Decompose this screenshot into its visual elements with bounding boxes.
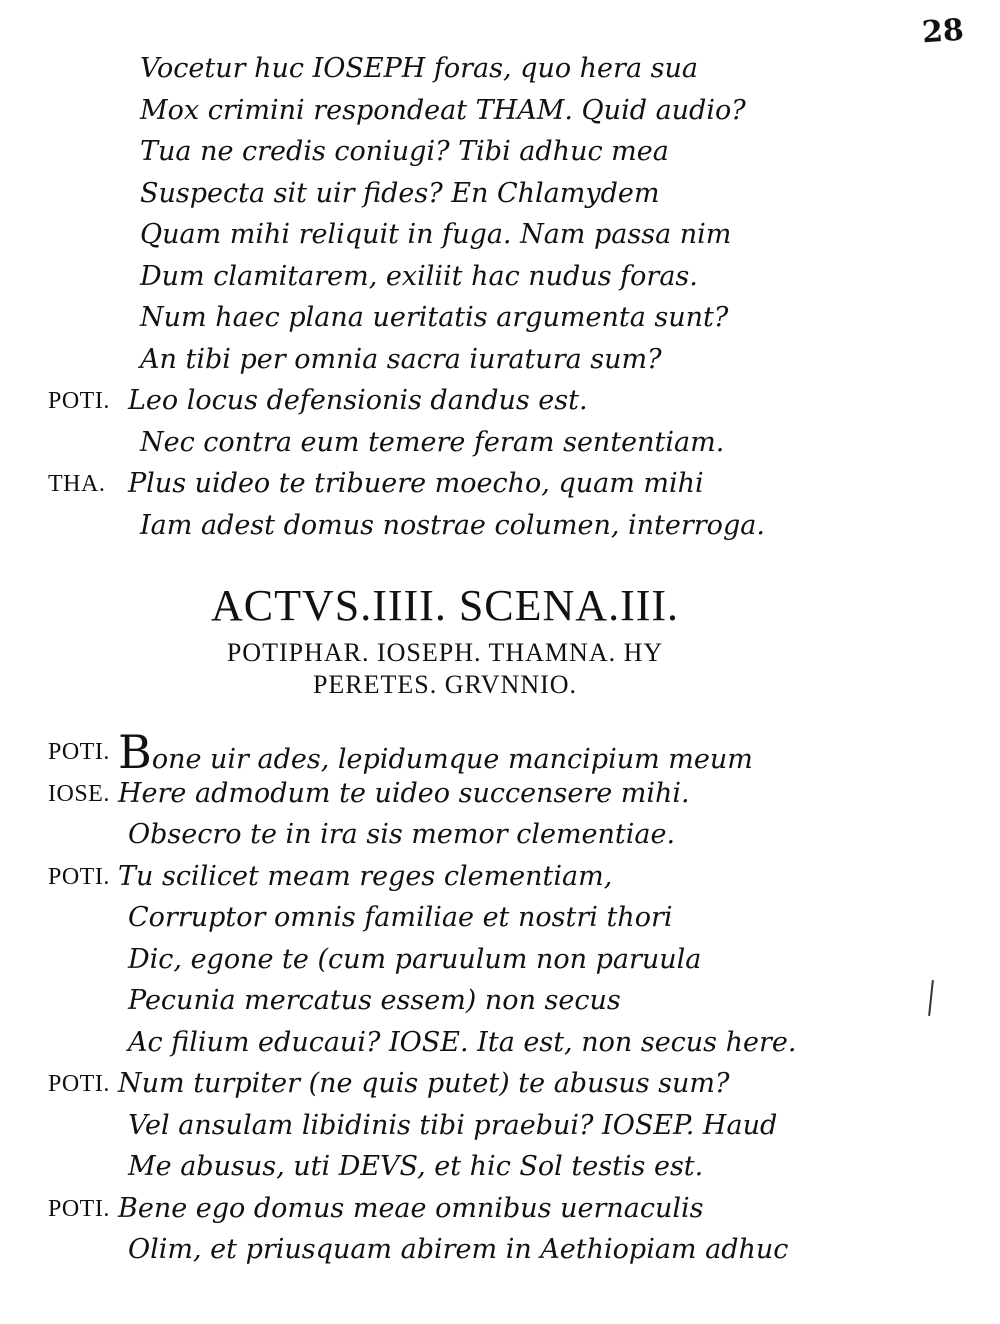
- verse-line: [140, 260, 698, 294]
- verse-line: [128, 1109, 777, 1143]
- verse-text: Num turpiter (ne quis putet) te abusus sum?: [118, 1068, 730, 1099]
- verse-text: Me abusus, uti DEVS, et hic Sol testis est.: [128, 1151, 704, 1182]
- verse-line: [128, 467, 704, 501]
- verse-text: Here admodum te uideo succensere mihi.: [118, 777, 690, 809]
- scene-characters-line-2: PERETES. GRVNNIO.: [312, 670, 578, 699]
- verse-text: Pecunia mercatus essem) non secus: [128, 985, 621, 1016]
- speaker-label: POTI.: [48, 388, 110, 414]
- verse-text: one uir ades, lepidumque mancipium meum: [151, 744, 753, 775]
- margin-mark: [928, 980, 934, 1016]
- verse-line: [128, 818, 675, 852]
- verse-line: [140, 426, 724, 460]
- decorated-initial: B: [118, 725, 152, 779]
- page-number: 28: [920, 12, 965, 51]
- verse-line: [140, 94, 746, 128]
- verse-text: Quam mihi reliquit in fuga. Nam passa nim: [140, 219, 732, 250]
- verse-text: Bene ego domus meae omnibus uernaculis: [118, 1192, 704, 1224]
- verse-line: [118, 725, 753, 779]
- verse-line: [128, 901, 673, 935]
- verse-line: [140, 135, 669, 169]
- verse-text: Olim, et priusquam abirem in Aethiopiam adhuc: [128, 1234, 789, 1265]
- speaker-label: POTI.: [48, 739, 110, 765]
- verse-text: Dic, egone te (cum paruulum non paruula: [128, 943, 702, 975]
- verse-line: [118, 1067, 729, 1101]
- verse-text: Mox crimini respondeat THAM. Quid audio?: [140, 94, 746, 126]
- speaker-label: POTI.: [48, 863, 110, 890]
- verse-line: [140, 218, 731, 252]
- verse-line: [118, 1192, 703, 1226]
- verse-text: Corruptor omnis familiae et nostri thori: [128, 902, 673, 933]
- scene-characters-line-1: POTIPHAR. IOSEPH. THAMNA. HY: [226, 638, 664, 667]
- speaker-label: POTI.: [48, 1195, 110, 1222]
- verse-text: Ac filium educaui? IOSE. Ita est, non secus here.: [128, 1026, 797, 1058]
- verse-line: [128, 384, 588, 418]
- verse-text: Tu scilicet meam reges clementiam,: [118, 860, 613, 892]
- verse-text: Leo locus defensionis dandus est.: [128, 385, 588, 416]
- verse-text: Num haec plana ueritatis argumenta sunt?: [140, 302, 729, 333]
- scene-title: ACTVS.IIII. SCENA.III.: [210, 581, 680, 630]
- verse-text: Obsecro te in ira sis memor clementiae.: [128, 819, 676, 850]
- speaker-label: IOSE.: [48, 780, 110, 807]
- verse-line: [128, 1026, 796, 1060]
- speaker-label: THA.: [48, 471, 106, 497]
- speaker-label: POTI.: [48, 1071, 110, 1097]
- verse-line: [140, 52, 698, 86]
- verse-line: [140, 343, 662, 377]
- verse-text: Vel ansulam libidinis tibi praebui? IOSEP. Haud: [128, 1109, 778, 1141]
- verse-text: Dum clamitarem, exiliit hac nudus foras.: [140, 260, 698, 292]
- verse-text: Plus uideo te tribuere moecho, quam mihi: [128, 468, 704, 499]
- verse-line: [128, 1150, 703, 1184]
- verse-line: [140, 177, 659, 211]
- verse-text: Vocetur huc IOSEPH foras, quo hera sua: [140, 53, 698, 84]
- verse-line: [140, 509, 765, 543]
- verse-line: [118, 777, 690, 811]
- verse-line: [118, 860, 612, 894]
- verse-line: [128, 943, 701, 977]
- verse-line: [128, 984, 621, 1018]
- verse-line: [140, 301, 728, 335]
- verse-line: [128, 1233, 788, 1267]
- verse-text: Nec contra eum temere feram sententiam.: [140, 426, 725, 458]
- verse-text: Iam adest domus nostrae columen, interroga.: [140, 509, 765, 541]
- verse-text: Tua ne credis coniugi? Tibi adhuc mea: [140, 136, 669, 167]
- verse-text: An tibi per omnia sacra iuratura sum?: [140, 343, 662, 375]
- verse-text: Suspecta sit uir fides? En Chlamydem: [140, 177, 660, 209]
